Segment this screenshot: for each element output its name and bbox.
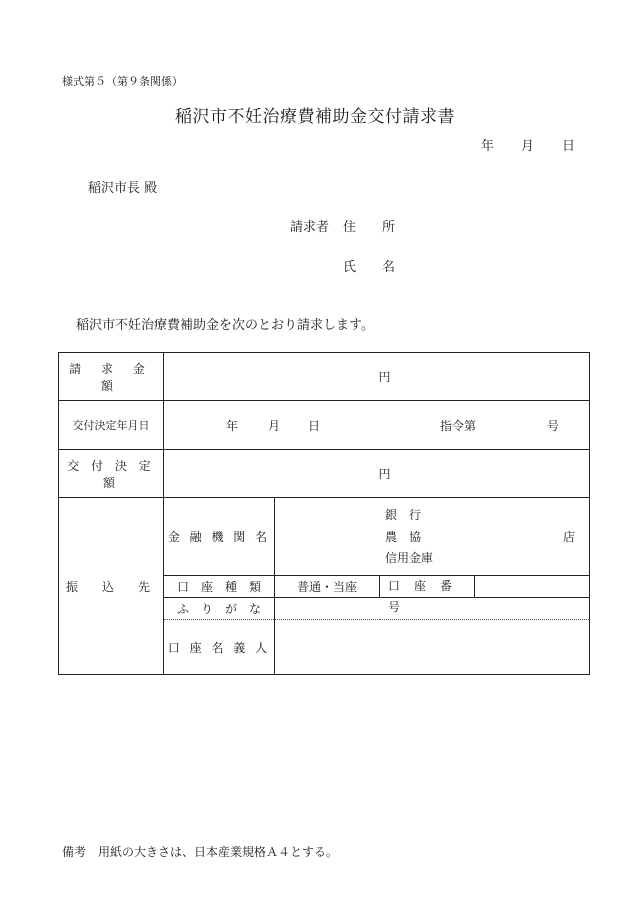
credit-union-option: 信用金庫: [385, 551, 434, 565]
decision-date-label: 交付決定年月日: [59, 401, 164, 450]
account-number-cell: [380, 576, 590, 614]
account-number-field[interactable]: [475, 576, 589, 597]
header-day-label: 日: [562, 139, 576, 154]
decision-year-label: 年: [226, 419, 239, 433]
decision-amount-field[interactable]: [164, 450, 590, 498]
directive-number-suffix: 号: [547, 419, 560, 433]
decision-day-label: 日: [308, 419, 321, 433]
decision-amount-label: 交 付 決 定 額: [59, 450, 164, 498]
transfer-destination-label: 振 込 先: [59, 498, 164, 675]
branch-label: 店: [563, 530, 576, 544]
address-label: 住 所: [343, 220, 396, 235]
claim-amount-label: 請 求 金 額: [59, 353, 164, 401]
remarks-note: 備考 用紙の大きさは、日本産業規格Ａ４とする。: [62, 845, 339, 859]
bank-option: 銀 行: [385, 508, 422, 522]
form-number-label: 様式第５（第９条関係）: [62, 75, 183, 88]
account-holder-label: 口 座 名 義 人: [164, 620, 275, 675]
account-type-label: 口 座 種 類: [164, 576, 275, 598]
claim-amount-field[interactable]: [164, 353, 590, 401]
header-month-label: 月: [521, 139, 535, 154]
furigana-field[interactable]: [275, 598, 590, 620]
account-number-label: 口 座 番 号: [380, 576, 475, 597]
agri-coop-option: 農 協: [385, 530, 422, 544]
requester-label: 請求者: [290, 220, 330, 235]
claim-amount-yen: 円: [378, 370, 391, 384]
directive-number-label: 指令第: [440, 419, 477, 433]
header-year-label: 年: [481, 139, 495, 154]
decision-amount-row: [59, 450, 590, 498]
decision-amount-yen: 円: [378, 467, 391, 481]
claim-form-table: [58, 352, 590, 675]
institution-name-field[interactable]: [275, 498, 590, 576]
name-label: 氏 名: [343, 260, 396, 275]
institution-row: [59, 498, 590, 576]
document-title: 稲沢市不妊治療費補助金交付請求書: [175, 107, 455, 127]
account-type-value[interactable]: 普通・当座: [275, 576, 380, 598]
decision-date-field[interactable]: [164, 401, 590, 450]
institution-name-label: 金 融 機 関 名: [164, 498, 275, 576]
decision-date-row: [59, 401, 590, 450]
request-statement: 稲沢市不妊治療費補助金を次のとおり請求します。: [76, 318, 374, 333]
addressee: 稲沢市長 殿: [88, 181, 158, 196]
account-holder-field[interactable]: [275, 620, 590, 675]
claim-amount-row: [59, 353, 590, 401]
furigana-label: ふ り が な: [164, 598, 275, 620]
decision-month-label: 月: [268, 419, 281, 433]
